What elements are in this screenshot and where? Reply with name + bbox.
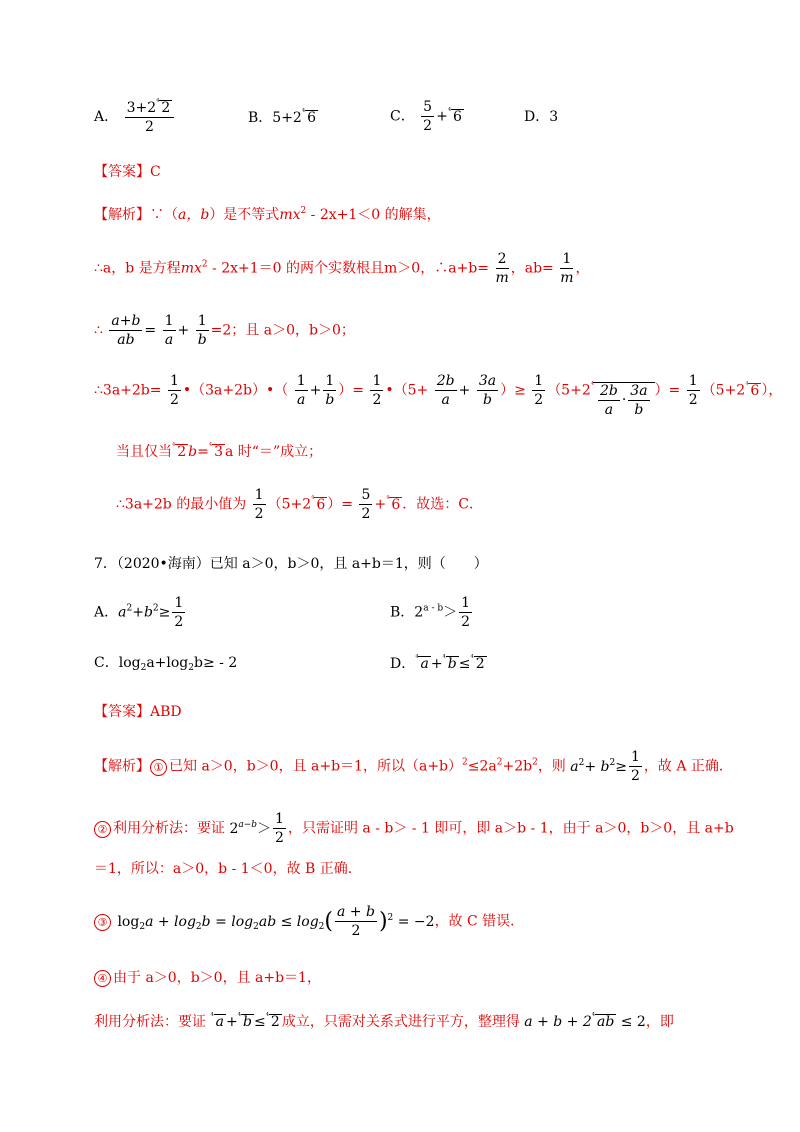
analysis-q6-line5: 当且仅当$^{^4}$ 2 b=$^{^4}$ 3 a 时“＝”成立； (116, 441, 323, 460)
option-a: A． $\frac{3+2^{^4} 2}{2}$ (94, 100, 176, 134)
option-c: C． $\frac{5}{2}$ +$^{^4}$ 6 (390, 99, 462, 134)
analysis-q7-p3: ③ $\log_2a + \log_2b = \log_2ab \le \log_2$( $\frac{a + b}{2}$ )$^2$ = −2，故 C 错误． (94, 905, 524, 938)
q7-option-b: B．$2^{a - b}>$ $\frac{1}{2}$ (390, 595, 471, 630)
analysis-q6-line1: 【解析】∵（a，b）是不等式$mx^2 - 2x+1<0$ 的解集， (94, 206, 441, 223)
analysis-q7-p1: 【解析】 ① 已知 a＞0，b＞0，且 a+b＝1，所以$(a+b)^2\le 2a^2+2b^2$，则 $a^2+ b^2\ge$ $\frac{1}{2}$ ，故 A 正确． (94, 749, 733, 784)
analysis-q6-line6: ∴3a+2b 的最小值为 $\frac{1}{2}$ （$5+2^{^4}$ 6 ）= $\frac{5}{2}$ +$^{^4}$ 6 ．故选：C． (116, 487, 483, 522)
analysis-q6-line4: ∴3a+2b= $\frac{1}{2}$ •（3a+2b）•（ $\frac{1}{a}$ + $\frac{1}{b}$ ）= $\frac{1}{2}$ •（5+ $\frac{2b}{a}$ + $\frac{3a}{b}$ ）≥ $\frac{1}{2}$ （$5+2^{^4}$ $\frac{2b}{a}$ · $\frac{3a}{b}$ ）= $\frac{1}{2}$ （$5+2^{^4}$ 6 ）， (94, 373, 783, 418)
answer-q7: 【答案】ABD (94, 704, 182, 720)
question-7-stem: 7．（2020•海南）已知 a＞0，b＞0，且 a+b＝1，则（ ） (94, 556, 488, 572)
option-a-fraction: $\frac{3+2^{^4} 2}{2}$ (125, 100, 175, 134)
option-d: D．3 (524, 109, 559, 125)
option-b: B．$5+2^{^4}$ 6 (248, 107, 316, 126)
analysis-q6-line3: ∴ $\frac{a+b}{ab}$ = $\frac{1}{a}$ + $\frac{1}{b}$ =2；且 a＞0，b＞0； (94, 313, 355, 348)
q7-option-d: D．$^{^4}$ a +$^{^4}$ b ≤$^{^4}$ 2 (390, 653, 485, 672)
analysis-q6-line2: ∴a，b 是方程$mx^2 - 2x+1=0$ 的两个实数根且m＞0，∴a+b= $\frac{2}{m}$ ，ab= $\frac{1}{m}$ ， (94, 251, 590, 286)
analysis-q7-p4: ④ 由于 a＞0，b＞0，且 a+b＝1， (94, 970, 321, 987)
answer-q6: 【答案】C (94, 164, 161, 180)
analysis-q7-p2-line2: ＝1，所以：a＞0，b - 1＜0，故 B 正确． (94, 861, 362, 877)
analysis-q7-p2: ② 利用分析法：要证 $2^{a-b}>$ $\frac{1}{2}$ ，只需证明 a - b＞ - 1 即可，即 a＞b - 1，由于 a＞0，b＞0，且 a+b (94, 812, 734, 845)
analysis-q7-p5: 利用分析法：要证 $^{^4}$ a +$^{^4}$ b ≤$^{^4}$ 2 成立，只需对关系式进行平方，整理得 $a + b + 2^{^4}$ ab ≤ 2，即 (94, 1011, 674, 1030)
q7-option-c: C．$\log_2a+\log_2b\ge - 2$ (94, 655, 238, 673)
q7-option-a: A．$a^2+b^2\ge$ $\frac{1}{2}$ (94, 595, 184, 630)
